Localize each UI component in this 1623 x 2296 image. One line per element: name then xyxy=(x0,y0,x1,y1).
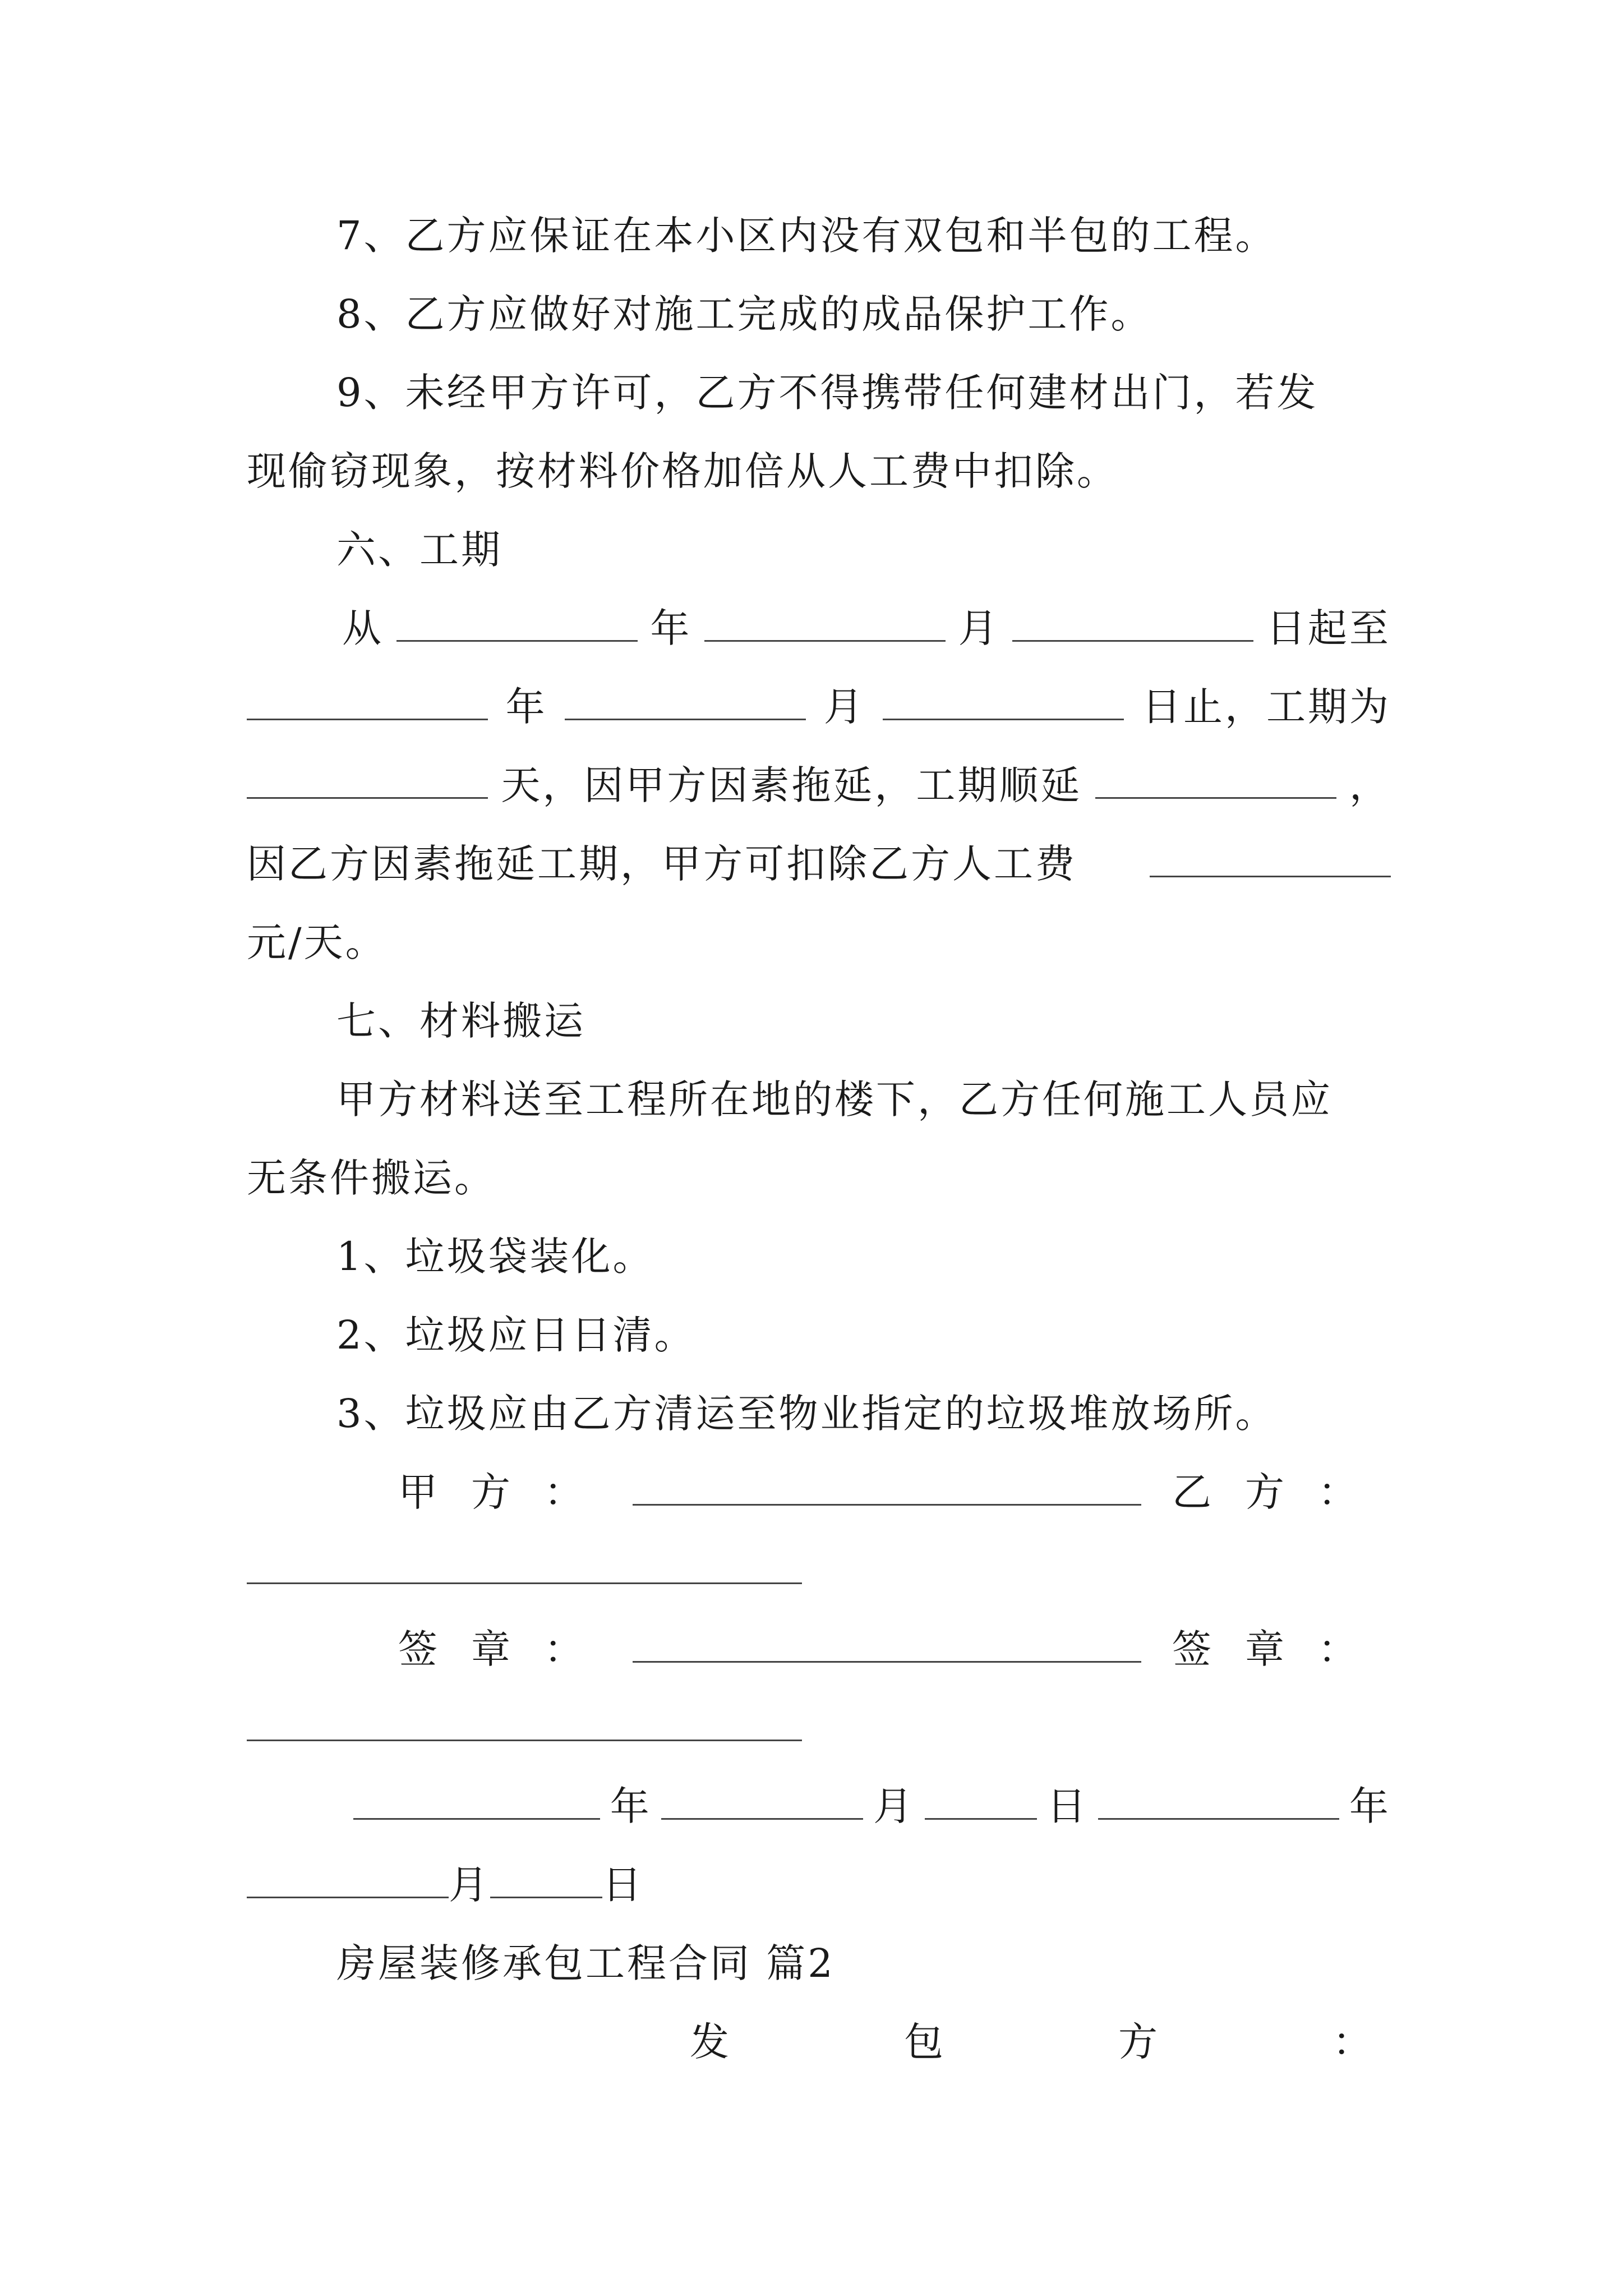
rule-1: 1、垃圾袋装化。 xyxy=(336,1234,654,1280)
rule-3: 3、垃圾应由乙方清运至物业指定的垃圾堆放场所。 xyxy=(336,1391,1277,1437)
clause-9-line-2: 现偷窃现象，按材料价格加倍从人工费中扣除。 xyxy=(247,448,1118,494)
next-contract-title: 房屋装修承包工程合同 篇2 xyxy=(336,1940,835,1986)
party-b-line xyxy=(247,1543,1391,1599)
section-7-heading: 七、材料搬运 xyxy=(336,998,585,1044)
penalty-text: 因乙方因素拖延工期，甲方可扣除乙方人工费 xyxy=(247,841,1077,887)
issuer-line xyxy=(690,2014,1374,2070)
end-day-blank xyxy=(883,679,1124,720)
section-7-para-line-1: 甲方材料送至工程所在地的楼下，乙方任何施工人员应 xyxy=(336,1076,1332,1122)
clause-8: 8、乙方应做好对施工完成的成品保护工作。 xyxy=(336,291,1152,337)
date-b-month-blank xyxy=(247,1857,449,1898)
start-day-label: 日起至 xyxy=(1266,605,1391,651)
start-month-blank xyxy=(704,601,946,642)
year-label: 年 xyxy=(505,684,547,730)
penalty-unit: 元/天。 xyxy=(247,919,387,965)
section-7-para-line-2: 无条件搬运。 xyxy=(247,1155,496,1201)
end-day-label: 日止，工期为 xyxy=(1141,684,1391,730)
period-start-line xyxy=(342,600,1391,656)
issuer-char: 发 xyxy=(690,2019,731,2065)
end-year-blank xyxy=(247,679,488,720)
month-label: 月 xyxy=(873,1783,915,1829)
issuer-char: 包 xyxy=(904,2019,946,2065)
party-a-blank xyxy=(633,1465,1142,1506)
date-b-day-blank xyxy=(490,1857,602,1898)
year-label: 年 xyxy=(650,605,692,651)
date-a-year-blank xyxy=(353,1779,600,1820)
comma: ， xyxy=(1349,762,1391,808)
seal-line xyxy=(398,1621,1391,1677)
month-label: 月 xyxy=(449,1862,490,1908)
rule-2: 2、垃圾应日日清。 xyxy=(336,1312,696,1358)
party-b-blank xyxy=(247,1543,802,1584)
year-label: 年 xyxy=(610,1783,652,1829)
duration-blank xyxy=(247,758,488,799)
seal-a-blank xyxy=(633,1622,1142,1663)
party-line xyxy=(398,1464,1391,1520)
issuer-char: ： xyxy=(1332,2019,1374,2065)
month-label: 月 xyxy=(958,605,1000,651)
duration-line xyxy=(247,757,1391,813)
day-label: 日 xyxy=(1046,1783,1089,1829)
section-6-heading: 六、工期 xyxy=(336,527,502,573)
start-day-blank xyxy=(1012,601,1253,642)
days-text: 天，因甲方因素拖延，工期顺延 xyxy=(501,762,1082,808)
date-b-year-blank xyxy=(1098,1779,1339,1820)
date-line-2 xyxy=(247,1857,1391,1913)
date-a-day-blank xyxy=(925,1779,1037,1820)
seal-b-blank xyxy=(247,1700,802,1741)
clause-9-line-1: 9、未经甲方许可，乙方不得携带任何建材出门，若发 xyxy=(336,370,1318,416)
from-label: 从 xyxy=(342,605,384,651)
party-a-label: 甲方： xyxy=(398,1469,617,1515)
clause-7: 7、乙方应保证在本小区内没有双包和半包的工程。 xyxy=(336,213,1277,259)
penalty-blank xyxy=(1150,836,1391,877)
issuer-char: 方 xyxy=(1118,2019,1160,2065)
end-month-blank xyxy=(565,679,806,720)
seal-b-line xyxy=(247,1700,1391,1756)
year-label: 年 xyxy=(1349,1783,1391,1829)
extension-blank xyxy=(1095,758,1336,799)
date-a-month-blank xyxy=(661,1779,863,1820)
seal-b-label: 签章： xyxy=(1172,1626,1391,1672)
month-label: 月 xyxy=(823,684,865,730)
start-year-blank xyxy=(396,601,638,642)
seal-a-label: 签章： xyxy=(398,1626,617,1672)
period-end-line xyxy=(247,679,1391,735)
date-line-1 xyxy=(353,1778,1391,1834)
penalty-line xyxy=(247,836,1391,892)
party-b-label: 乙方： xyxy=(1172,1469,1391,1515)
day-label: 日 xyxy=(602,1862,644,1908)
